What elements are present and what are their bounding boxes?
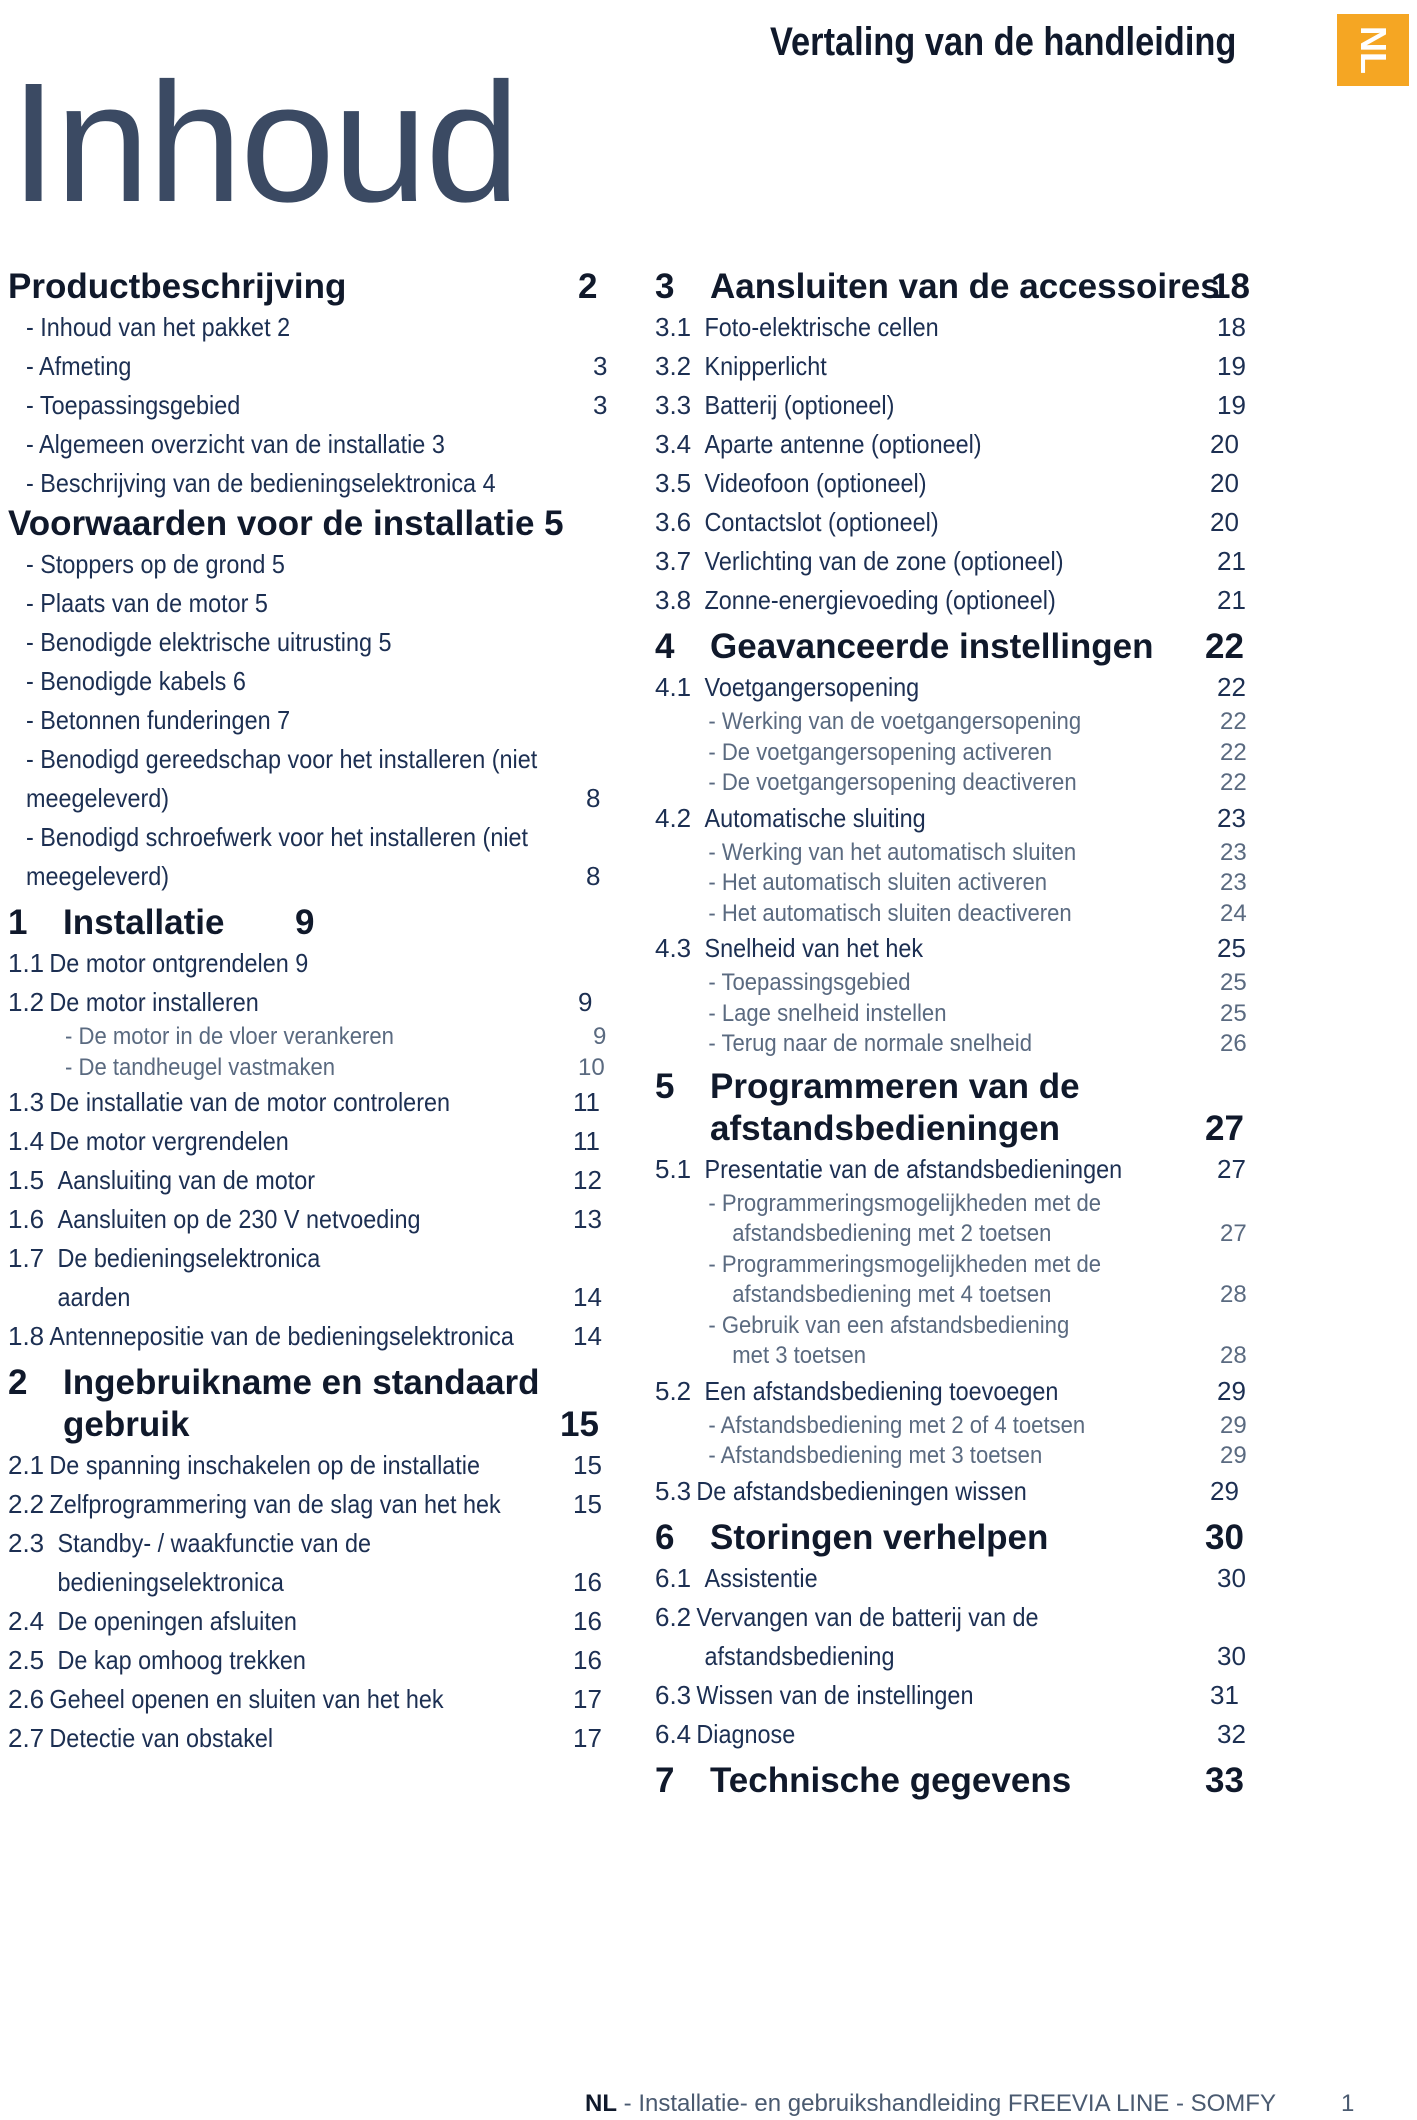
toc-subitem[interactable]: - Plaats van de motor 5 [26,588,268,618]
toc-chapter-heading[interactable]: 6 Storingen verhelpen 30 [655,1517,1244,1557]
toc-item[interactable]: 6.2 Vervangen van de batterij van de afstandsbediening 30 [655,1601,1246,1671]
toc-item[interactable]: 2.3 Standby- / waakfunctie van de bedieningselektronica 16 [8,1528,602,1597]
page-footer [585,2090,1355,2118]
toc-item[interactable]: 1.3 De installatie van de motor controleren 11 [8,1087,600,1117]
toc-item[interactable]: 6.1 Assistentie 30 [655,1562,1246,1593]
toc-item[interactable]: 1.5 Aansluiting van de motor 12 [8,1165,602,1195]
toc-right-column [655,266,1255,1802]
toc-item[interactable]: 3.5 Videofoon (optioneel) 20 [655,468,1239,498]
toc-item[interactable]: 3.8 Zonne-energievoeding (optioneel) 21 [655,585,1246,615]
toc-subitem[interactable]: - Gebruik van een afstandsbediening met 3 toetsen 28 [708,1311,1247,1369]
toc-chapter-heading[interactable]: 5 Programmeren van de afstandsbedieningen 27 [655,1066,1244,1148]
language-code: NL [1353,26,1394,74]
toc-chapter-heading[interactable]: 7 Technische gegevens 33 [655,1760,1244,1800]
toc-item[interactable]: 4.3 Snelheid van het hek 25 [655,933,1246,963]
toc-subitem[interactable]: - Lage snelheid instellen 25 [708,999,1247,1027]
toc-subitem[interactable]: - Afmeting 3 [26,351,608,381]
toc-subitem[interactable]: - Het automatisch sluiten deactiveren 24 [708,899,1247,927]
footer-text: Installatie- en gebruikshandleiding FREEVIA LINE - SOMFY [638,2090,1276,2117]
toc-subitem[interactable]: - Betonnen funderingen 7 [26,705,291,735]
toc-section-heading[interactable]: Productbeschrijving 2 [8,267,598,306]
toc-item[interactable]: 4.2 Automatische sluiting 23 [655,802,1246,833]
toc-subitem[interactable]: - Stoppers op de grond 5 [26,549,285,579]
toc-chapter-heading[interactable]: 1 Installatie 9 [8,903,315,942]
toc-left-column [8,266,608,1758]
toc-subitem[interactable]: - Toepassingsgebied 25 [708,969,1247,996]
toc-item[interactable]: 5.1 Presentatie van de afstandsbedieningen 27 [655,1153,1246,1184]
toc-subitem[interactable]: - Werking van het automatisch sluiten 23 [708,838,1247,866]
toc-item[interactable]: 6.4 Diagnose 32 [655,1718,1246,1749]
toc-subitem[interactable]: - De motor in de vloer verankeren 9 [65,1023,607,1050]
toc-subitem[interactable]: - Algemeen overzicht van de installatie 3 [26,429,445,459]
toc-item[interactable]: 2.5 De kap omhoog trekken 16 [8,1645,602,1675]
toc-chapter-heading[interactable]: 2 Ingebruikname en standaard gebruik 15 [8,1363,599,1444]
toc-subitem[interactable]: - Afstandsbediening met 3 toetsen 29 [708,1442,1247,1469]
toc-subitem[interactable]: - Benodigd gereedschap voor het installeren (niet meegeleverd) 8 [26,744,601,813]
toc-item[interactable]: 1.7 De bedieningselektronica aarden 14 [8,1243,602,1312]
toc-item[interactable]: 1.6 Aansluiten op de 230 V netvoeding 13 [8,1204,602,1234]
toc-item[interactable]: 2.6 Geheel openen en sluiten van het hek 17 [8,1684,602,1714]
toc-subitem[interactable]: - Programmeringsmogelijkheden met de afstandsbediening met 2 toetsen 27 [708,1189,1247,1247]
toc-subitem[interactable]: - De voetgangersopening deactiveren 22 [708,769,1247,796]
toc-chapter-heading[interactable]: 3 Aansluiten van de accessoires 18 [655,267,1250,306]
toc-chapter-heading[interactable]: 4 Geavanceerde instellingen 22 [655,627,1244,666]
toc-item[interactable]: 3.6 Contactslot (optioneel) 20 [655,507,1239,537]
document-header-title: Vertaling van de handleiding [770,20,1237,64]
toc-subitem[interactable]: - Programmeringsmogelijkheden met de afstandsbediening met 4 toetsen 28 [708,1250,1247,1308]
toc-subitem[interactable]: - De voetgangersopening activeren 22 [708,738,1247,766]
toc-item[interactable]: 1.2 De motor installeren 9 [8,987,593,1017]
toc-item[interactable]: 2.1 De spanning inschakelen op de installatie 15 [8,1450,602,1480]
toc-item[interactable]: 2.4 De openingen afsluiten 16 [8,1606,602,1636]
toc-subitem[interactable]: - Inhoud van het pakket 2 [26,312,291,342]
toc-subitem[interactable]: - De tandheugel vastmaken 10 [65,1053,605,1081]
toc-item[interactable]: 1.8 Antennepositie van de bedieningselektronica 14 [8,1321,602,1351]
page-title: Inhoud [10,48,518,238]
toc-section-heading[interactable]: Voorwaarden voor de installatie 5 [8,504,564,543]
toc-subitem[interactable]: - Werking van de voetgangersopening 22 [708,708,1247,735]
language-tab [1337,14,1409,86]
toc-item[interactable]: 3.7 Verlichting van de zone (optioneel) 21 [655,546,1246,576]
toc-subitem[interactable]: - Benodigde kabels 6 [26,666,246,696]
page-number: 1 [1341,2090,1355,2117]
toc-item[interactable]: 3.3 Batterij (optioneel) 19 [655,390,1246,420]
toc-item[interactable]: 6.3 Wissen van de instellingen 31 [655,1679,1239,1710]
toc-subitem[interactable]: - Het automatisch sluiten activeren 23 [708,869,1247,896]
toc-subitem[interactable]: - Terug naar de normale snelheid 26 [708,1030,1247,1057]
toc-item[interactable]: 3.1 Foto-elektrische cellen 18 [655,312,1246,342]
toc-item[interactable]: 1.4 De motor vergrendelen 11 [8,1126,600,1156]
toc-subitem[interactable]: - Toepassingsgebied 3 [26,390,608,420]
toc-item[interactable]: 5.2 Een afstandsbediening toevoegen 29 [655,1375,1246,1406]
toc-subitem[interactable]: - Benodigde elektrische uitrusting 5 [26,627,392,657]
toc-item[interactable]: 3.4 Aparte antenne (optioneel) 20 [655,429,1239,459]
toc-item[interactable]: 3.2 Knipperlicht 19 [655,351,1246,381]
toc-subitem[interactable]: - Afstandsbediening met 2 of 4 toetsen 29 [708,1411,1247,1439]
toc-item[interactable]: 2.2 Zelfprogrammering van de slag van het hek 15 [8,1489,602,1519]
toc-item[interactable]: 2.7 Detectie van obstakel 17 [8,1723,602,1753]
toc-item[interactable]: 5.3 De afstandsbedieningen wissen 29 [655,1475,1239,1506]
toc-item[interactable]: 1.1 De motor ontgrendelen 9 [8,948,309,978]
toc-subitem[interactable]: - Benodigd schroefwerk voor het installeren (niet meegeleverd) 8 [26,822,601,891]
toc-subitem[interactable]: - Beschrijving van de bedieningselektronica 4 [26,468,496,498]
footer-lang: NL [585,2090,617,2117]
footer-separator: - [617,2090,639,2117]
toc-item[interactable]: 4.1 Voetgangersopening 22 [655,672,1246,702]
